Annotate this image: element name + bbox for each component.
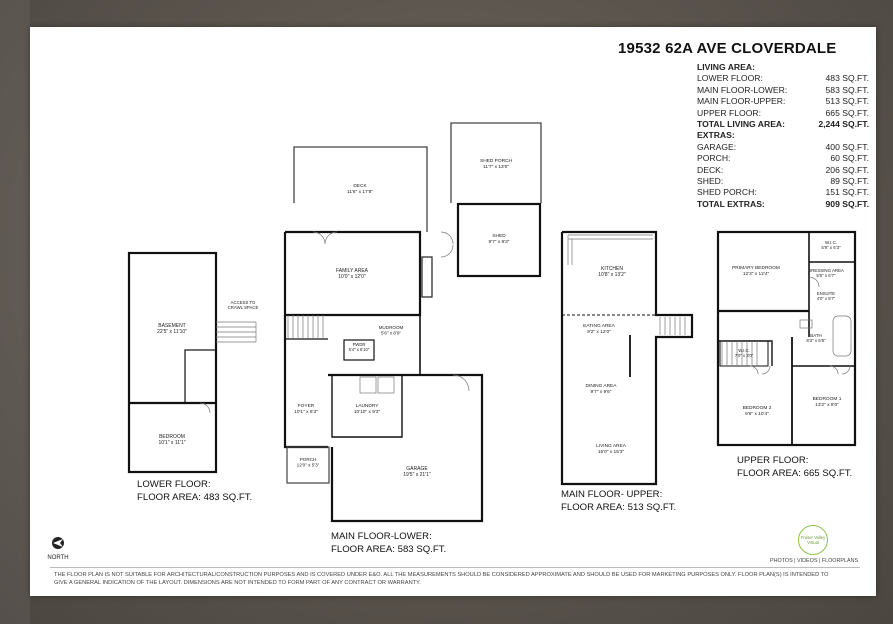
svg-text:ENSUITE4'0" x 5'7" bbox=[817, 291, 836, 301]
svg-text:BEDROOM10'1" x 11'1" bbox=[158, 434, 185, 446]
room-bedroom2-name: BEDROOM 2 bbox=[742, 406, 772, 411]
room-wic1-name: W.I.C. bbox=[825, 240, 837, 245]
svg-text:BEDROOM 113'2" x 8'0" bbox=[813, 396, 842, 408]
upper-closet-doors bbox=[750, 366, 770, 374]
summary-row-porch: PORCH: 60 SQ.FT. bbox=[697, 153, 869, 164]
lower-stairs bbox=[216, 322, 256, 342]
main-upper-stairs bbox=[660, 317, 685, 335]
room-laundry-name: LAUNDRY bbox=[355, 404, 379, 409]
left-shadow bbox=[0, 0, 30, 624]
summary-row-shed-porch: SHED PORCH: 151 SQ.FT. bbox=[697, 187, 869, 198]
garage-door-swing bbox=[453, 375, 469, 391]
summary-row-shed: SHED: 89 SQ.FT. bbox=[697, 176, 869, 187]
svg-text:PWDR5'4" x 6'10" bbox=[349, 342, 370, 352]
room-pwdr-name: PWDR bbox=[352, 342, 366, 347]
room-eating-dim: 9'2" x 12'0" bbox=[587, 330, 611, 335]
room-porch-name: PORCH bbox=[299, 457, 317, 462]
room-deck-name: DECK bbox=[353, 184, 367, 189]
room-garage-name: GARAGE bbox=[406, 466, 428, 472]
footer-divider bbox=[50, 567, 860, 568]
room-foyer-name: FOYER bbox=[297, 404, 315, 409]
room-bedroom1-name: BEDROOM 1 bbox=[812, 397, 842, 402]
main-lower-west-wall bbox=[285, 315, 328, 447]
room-shed-name: SHED bbox=[492, 234, 506, 239]
room-kitchen-name: KITCHEN bbox=[601, 266, 623, 272]
room-pwdr-dim: 5'4" x 6'10" bbox=[348, 347, 370, 352]
svg-text:GARAGE19'5" x 21'1" bbox=[403, 466, 431, 478]
room-family-dim: 10'0" x 12'0" bbox=[338, 274, 366, 280]
svg-text:EATING AREA9'2" x 12'0" bbox=[583, 323, 615, 335]
room-basement-name: BASEMENT bbox=[158, 323, 186, 329]
room-kitchen-dim: 10'8" x 13'2" bbox=[598, 272, 626, 278]
room-bedroom-lower-name: BEDROOM bbox=[159, 434, 185, 440]
main-upper-outline bbox=[562, 232, 692, 484]
room-laundry-dim: 10'10" x 9'3" bbox=[353, 410, 381, 415]
room-ensuite-dim: 4'0" x 5'7" bbox=[816, 296, 836, 301]
room-shed-porch-name: SHED PORCH bbox=[480, 159, 512, 164]
svg-text:BASEMENT22'5" x 11'10" bbox=[157, 323, 187, 335]
svg-text:SHED PORCH11'7" x 13'0" bbox=[480, 158, 513, 170]
summary-row-lower: LOWER FLOOR: 483 SQ.FT. bbox=[697, 73, 869, 84]
main-upper-floor-label: MAIN FLOOR- UPPER: FLOOR AREA: 513 SQ.FT. bbox=[561, 489, 677, 513]
extras-header: EXTRAS: bbox=[697, 130, 735, 141]
kitchen-counter bbox=[568, 235, 653, 265]
room-deck-dim: 11'8" x 17'8" bbox=[347, 190, 373, 195]
fireplace bbox=[422, 257, 432, 297]
summary-row-main-lower: MAIN FLOOR-LOWER: 583 SQ.FT. bbox=[697, 84, 869, 95]
room-bedroom1-dim: 13'2" x 8'0" bbox=[815, 403, 839, 408]
washer bbox=[360, 377, 376, 393]
living-area-header: LIVING AREA: bbox=[697, 62, 755, 72]
floor-plan-drawing bbox=[30, 27, 876, 596]
dryer bbox=[378, 377, 394, 393]
mudroom-walls bbox=[370, 315, 420, 375]
room-bedroom2-dim: 9'6" x 10'4" bbox=[745, 412, 769, 417]
room-foyer-dim: 10'1" x 6'3" bbox=[294, 410, 318, 415]
floor-plan-sheet bbox=[30, 27, 876, 596]
room-dining-dim: 9'7" x 9'6" bbox=[590, 390, 612, 395]
room-dining-name: DINING AREA bbox=[585, 384, 617, 389]
summary-row-deck: DECK: 206 SQ.FT. bbox=[697, 164, 869, 175]
bath-sink bbox=[800, 320, 812, 328]
room-wic1-dim: 5'9" x 6'3" bbox=[821, 245, 841, 250]
summary-total-living: TOTAL LIVING AREA: 2,244 SQ.FT. bbox=[697, 119, 869, 130]
property-address-title: 19532 62A AVE CLOVERDALE bbox=[618, 40, 837, 57]
credits-text: PHOTOS | VIDEOS | FLOORPLANS bbox=[770, 558, 859, 564]
dressing-door bbox=[809, 277, 819, 287]
room-bedroom-lower-dim: 10'1" x 11'1" bbox=[158, 440, 186, 446]
room-bath-dim: 8'3" x 5'8" bbox=[806, 338, 826, 343]
room-access-line2: CRAWL SPACE bbox=[227, 305, 259, 310]
family-patio-door bbox=[313, 232, 337, 244]
room-ensuite-name: ENSUITE bbox=[816, 291, 836, 296]
room-garage-dim: 19'5" x 21'1" bbox=[403, 472, 431, 478]
upper-floor-outline bbox=[718, 232, 855, 445]
bed1-closet-doors bbox=[830, 366, 850, 374]
company-logo: Fraser Valley Virtual bbox=[798, 525, 828, 555]
room-primary-name: PRIMARY BEDROOM bbox=[732, 266, 780, 271]
svg-text:LAUNDRY10'10" x 9'3" bbox=[354, 403, 381, 415]
garage-walls bbox=[328, 375, 482, 521]
svg-text:FOYER10'1" x 6'3" bbox=[294, 403, 318, 415]
main-lower-stairs bbox=[288, 315, 323, 339]
bedroom-door-swing bbox=[200, 403, 210, 413]
stairs-and-fixtures bbox=[200, 232, 851, 413]
room-family-name: FAMILY AREA bbox=[335, 268, 369, 274]
room-mudroom-name: MUDROOM bbox=[378, 325, 404, 330]
room-bath-name: BATH bbox=[810, 333, 822, 338]
room-mudroom-dim: 5'6" x 8'9" bbox=[380, 330, 402, 336]
svg-text:KITCHEN10'8" x 13'2" bbox=[598, 266, 626, 278]
svg-text:FAMILY AREA10'0" x 12'0" bbox=[336, 268, 369, 280]
summary-row-upper: UPPER FLOOR: 665 SQ.FT. bbox=[697, 107, 869, 118]
svg-text:PRIMARY BEDROOM12'3" x 12'4" bbox=[732, 265, 780, 277]
north-label: NORTH bbox=[47, 555, 69, 561]
upper-floor-label: UPPER FLOOR: FLOOR AREA: 665 SQ.FT. bbox=[737, 455, 853, 479]
svg-text:ACCESS TOCRAWL SPACE bbox=[228, 300, 259, 310]
shed-door bbox=[441, 232, 453, 257]
room-dressing-name: DRESSING AREA bbox=[808, 268, 844, 273]
svg-text:MUDROOM5'6" x 8'9" bbox=[379, 325, 404, 336]
svg-text:DECK11'8" x 17'8" bbox=[347, 183, 373, 195]
main-lower-floor-label: MAIN FLOOR-LOWER: FLOOR AREA: 583 SQ.FT. bbox=[331, 531, 447, 555]
room-eating-name: EATING AREA bbox=[583, 324, 615, 329]
svg-text:BEDROOM 29'6" x 10'4" bbox=[743, 405, 772, 417]
room-labels bbox=[157, 158, 844, 478]
room-basement-dim: 22'5" x 11'10" bbox=[157, 329, 187, 335]
svg-text:W.I.C.7'0" x 3'0" bbox=[735, 348, 754, 358]
room-wic2-name: W.I.C. bbox=[738, 348, 750, 353]
svg-text:PORCH12'0" x 5'3" bbox=[297, 457, 320, 468]
room-access-line1: ACCESS TO bbox=[230, 300, 256, 305]
room-shed-dim: 9'7" x 9'3" bbox=[488, 240, 510, 245]
svg-text:SHED9'7" x 9'3" bbox=[489, 233, 510, 245]
summary-total-extras: TOTAL EXTRAS: 909 SQ.FT. bbox=[697, 198, 869, 209]
north-arrow bbox=[46, 536, 70, 561]
svg-text:W.I.C.5'9" x 6'3" bbox=[821, 240, 841, 250]
summary-row-garage: GARAGE: 400 SQ.FT. bbox=[697, 141, 869, 152]
lower-closet bbox=[185, 350, 216, 403]
compass-icon bbox=[49, 536, 67, 550]
room-dressing-dim: 5'6" x 6'7" bbox=[816, 273, 836, 278]
svg-text:LIVING AREA15'0" x 15'3" bbox=[596, 443, 627, 455]
room-shed-porch-dim: 11'7" x 13'0" bbox=[483, 165, 509, 170]
room-living-name: LIVING AREA bbox=[596, 444, 626, 449]
lower-floor-label: LOWER FLOOR: FLOOR AREA: 483 SQ.FT. bbox=[137, 479, 253, 503]
summary-row-main-upper: MAIN FLOOR-UPPER: 513 SQ.FT. bbox=[697, 96, 869, 107]
svg-text:BATH8'3" x 5'8" bbox=[806, 333, 826, 343]
svg-text:DRESSING AREA5'6" x 6'7" bbox=[808, 268, 844, 278]
svg-text:DINING AREA9'7" x 9'6" bbox=[586, 383, 618, 395]
room-living-dim: 15'0" x 15'3" bbox=[597, 450, 625, 455]
room-primary-dim: 12'3" x 12'4" bbox=[742, 272, 770, 277]
room-porch-dim: 12'0" x 5'3" bbox=[296, 462, 320, 468]
disclaimer-text: THE FLOOR PLAN IS NOT SUITABLE FOR ARCHITECTURAL/CONSTRUCTION PURPOSES AND IS COVERED UNDER E&O. ALL THE MEASUREMENTS SHOULD BE CONSIDERED APPROXIMATE AND SHOULD BE USED FOR MARKETING PURPOSES ONLY. FLOOR PLAN(S) IS INTENDED TO GIVE A GENERAL INDICATION OF THE LAYOUT. DIMENSIONS ARE NOT INTENDED TO FORM PART OF ANY CONTRACT OR WARRANTY. bbox=[54, 572, 829, 586]
bathtub bbox=[833, 316, 851, 356]
room-wic2-dim: 7'0" x 3'0" bbox=[734, 353, 754, 358]
